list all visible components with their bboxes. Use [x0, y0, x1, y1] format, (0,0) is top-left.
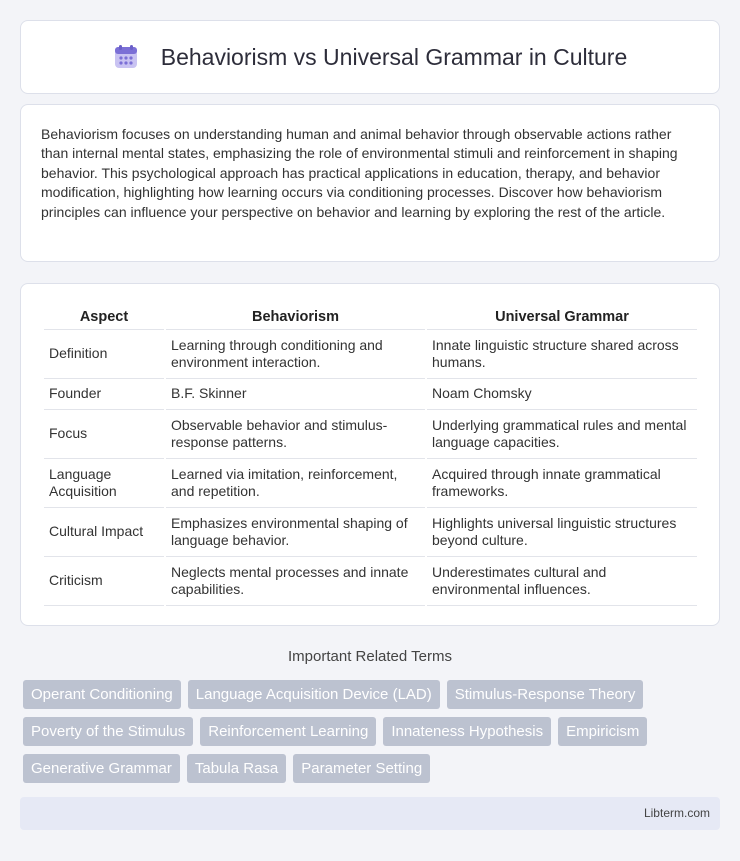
cell-aspect: Definition [44, 330, 164, 379]
related-terms-list [23, 680, 723, 783]
cell-aspect: Language Acquisition [44, 459, 164, 508]
cell-aspect: Founder [44, 379, 164, 410]
related-term-tag[interactable]: Empiricism [558, 717, 647, 746]
table-row [44, 379, 697, 410]
cell-universal-grammar: Underlying grammatical rules and mental language capacities. [427, 410, 697, 459]
comparison-card [20, 283, 720, 626]
intro-text: Behaviorism focuses on understanding human and animal behavior through observable actions rather than internal mental states, emphasizing the role of environmental stimuli and reinforcement in shaping behavior. This psychological approach has practical applications in education, therapy, and behavior modification, highlighting how learning occurs via conditioning processes. Discover how behaviorism principles can influence your perspective on behavior and learning by exploring the rest of the article. [41, 126, 678, 220]
cell-aspect: Focus [44, 410, 164, 459]
footer [20, 797, 720, 830]
cell-behaviorism: Learned via imitation, reinforcement, and repetition. [166, 459, 425, 508]
comparison-table [42, 304, 699, 606]
table-header-row [44, 304, 697, 330]
related-term-tag[interactable]: Innateness Hypothesis [383, 717, 551, 746]
cell-universal-grammar: Acquired through innate grammatical frameworks. [427, 459, 697, 508]
cell-behaviorism: Observable behavior and stimulus-response patterns. [166, 410, 425, 459]
page-title: Behaviorism vs Universal Grammar in Culture [160, 43, 628, 70]
table-row [44, 459, 697, 508]
related-term-tag[interactable]: Language Acquisition Device (LAD) [188, 680, 440, 709]
cell-aspect: Cultural Impact [44, 508, 164, 557]
cell-universal-grammar: Innate linguistic structure shared across humans. [427, 330, 697, 379]
related-terms-title: Important Related Terms [288, 648, 452, 665]
related-term-tag[interactable]: Operant Conditioning [23, 680, 181, 709]
related-term-tag[interactable]: Generative Grammar [23, 754, 180, 783]
table-row [44, 410, 697, 459]
intro-card [20, 104, 720, 262]
related-term-tag[interactable]: Tabula Rasa [187, 754, 286, 783]
header-card [20, 20, 720, 94]
cell-universal-grammar: Underestimates cultural and environmental influences. [427, 557, 697, 606]
cell-universal-grammar: Highlights universal linguistic structures beyond culture. [427, 508, 697, 557]
calendar-icon [113, 44, 139, 70]
cell-universal-grammar: Noam Chomsky [427, 379, 697, 410]
header-behaviorism: Behaviorism [166, 304, 425, 330]
cell-aspect: Criticism [44, 557, 164, 606]
cell-behaviorism: Neglects mental processes and innate capabilities. [166, 557, 425, 606]
related-term-tag[interactable]: Stimulus-Response Theory [447, 680, 644, 709]
related-term-tag[interactable]: Poverty of the Stimulus [23, 717, 193, 746]
cell-behaviorism: Learning through conditioning and environment interaction. [166, 330, 425, 379]
table-row [44, 330, 697, 379]
related-term-tag[interactable]: Reinforcement Learning [200, 717, 376, 746]
related-term-tag[interactable]: Parameter Setting [293, 754, 430, 783]
footer-site-link[interactable]: Libterm.com [643, 806, 710, 820]
header-aspect: Aspect [44, 304, 164, 330]
header-universal-grammar: Universal Grammar [427, 304, 697, 330]
cell-behaviorism: B.F. Skinner [166, 379, 425, 410]
cell-behaviorism: Emphasizes environmental shaping of language behavior. [166, 508, 425, 557]
table-row [44, 557, 697, 606]
table-row [44, 508, 697, 557]
